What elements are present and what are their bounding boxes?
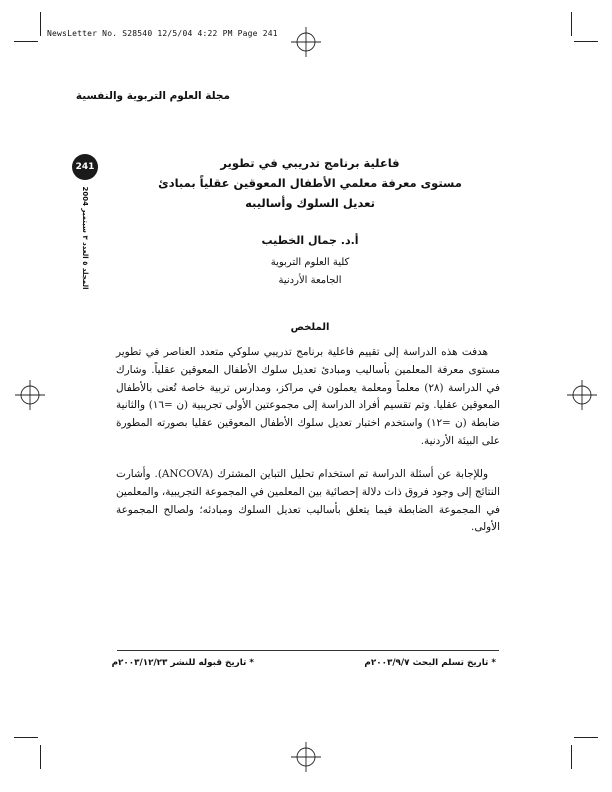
- crop-mark-bottom-right-h: [574, 737, 598, 738]
- footnote-accepted-date: * تاريخ قبوله للنشر ٢٠٠٣/١٢/٢٣م: [111, 658, 254, 668]
- registration-mark-right-icon: [567, 380, 597, 410]
- crop-mark-top-left-v: [40, 12, 41, 36]
- article-title: [150, 153, 470, 213]
- volume-info-vertical: [68, 183, 102, 293]
- title-line-3: تعديل السلوك وأساليبه: [245, 196, 375, 210]
- crop-mark-bottom-right-v: [571, 745, 572, 769]
- affiliation-college: كلية العلوم التربوية: [270, 257, 350, 268]
- crop-mark-top-left-h: [14, 41, 38, 42]
- registration-mark-top-icon: [291, 27, 321, 57]
- crop-mark-top-right-h: [574, 41, 598, 42]
- journal-running-header: مجلة العلوم التربوية والنفسية: [75, 90, 230, 102]
- abstract-paragraph-1: هدفت هذه الدراسة إلى تقييم فاعلية برنامج تدريبي سلوكي متعدد العناصر في تطوير مستوى معرفة المعلمين بأساليب ومبادئ تعديل سلوك الأطفال المعوقين عقلياً. وشارك في الدراسة (٢٨) معلماً ومعلمة يعملون في مراكز، ومدارس تربية خاصة تُعنى بالأطفال المعوقين عقليا. وتم تقسيم أفراد الدراسة إلى مجموعتين الأولى تجريبية (ن =١٦) والثانية ضابطة (ن =١٢) واستخدم اختبار تعديل سلوك الأطفال المعوقين عقليا بصورته المطورة على البيئة الأردنية.: [116, 346, 500, 447]
- crop-mark-bottom-left-h: [14, 737, 38, 738]
- author-name: أ.د. جمال الخطيب: [261, 234, 359, 247]
- registration-mark-bottom-icon: [291, 742, 321, 772]
- footnote-divider: [117, 650, 499, 651]
- page-number-badge: 241: [72, 154, 98, 180]
- crop-mark-top-right-v: [571, 12, 572, 36]
- crop-mark-bottom-left-v: [40, 745, 41, 769]
- abstract-heading: الملخص: [290, 322, 330, 333]
- abstract-paragraph-2: وللإجابة عن أسئلة الدراسة تم استخدام تحليل التباين المشترك (ANCOVA). وأشارت النتائج إلى وجود فروق ذات دلالة إحصائية بين المعلمين في المجموعة التجريبية، والمعلمين في المجموعة الضابطة فيما يتعلق بأساليب تعديل السلوك ومبادئه؛ ولصالح المجموعة الأولى.: [116, 468, 500, 534]
- print-slug-line: NewsLetter No. S28540 12/5/04 4:22 PM Page 241: [47, 29, 278, 38]
- footnote-received-date: * تاريخ تسلم البحث ٢٠٠٣/٩/٧م: [364, 658, 496, 668]
- volume-info-text: المجلد ٥ العدد ٣ سبتمبر 2004: [81, 186, 89, 290]
- registration-mark-left-icon: [15, 380, 45, 410]
- title-line-1: فاعلية برنامج تدريبي في تطوير: [220, 156, 400, 170]
- affiliation-university: الجامعة الأردنية: [278, 275, 342, 286]
- title-line-2: مستوى معرفة معلمي الأطفال المعوقين عقلياً بمبادئ: [158, 176, 462, 190]
